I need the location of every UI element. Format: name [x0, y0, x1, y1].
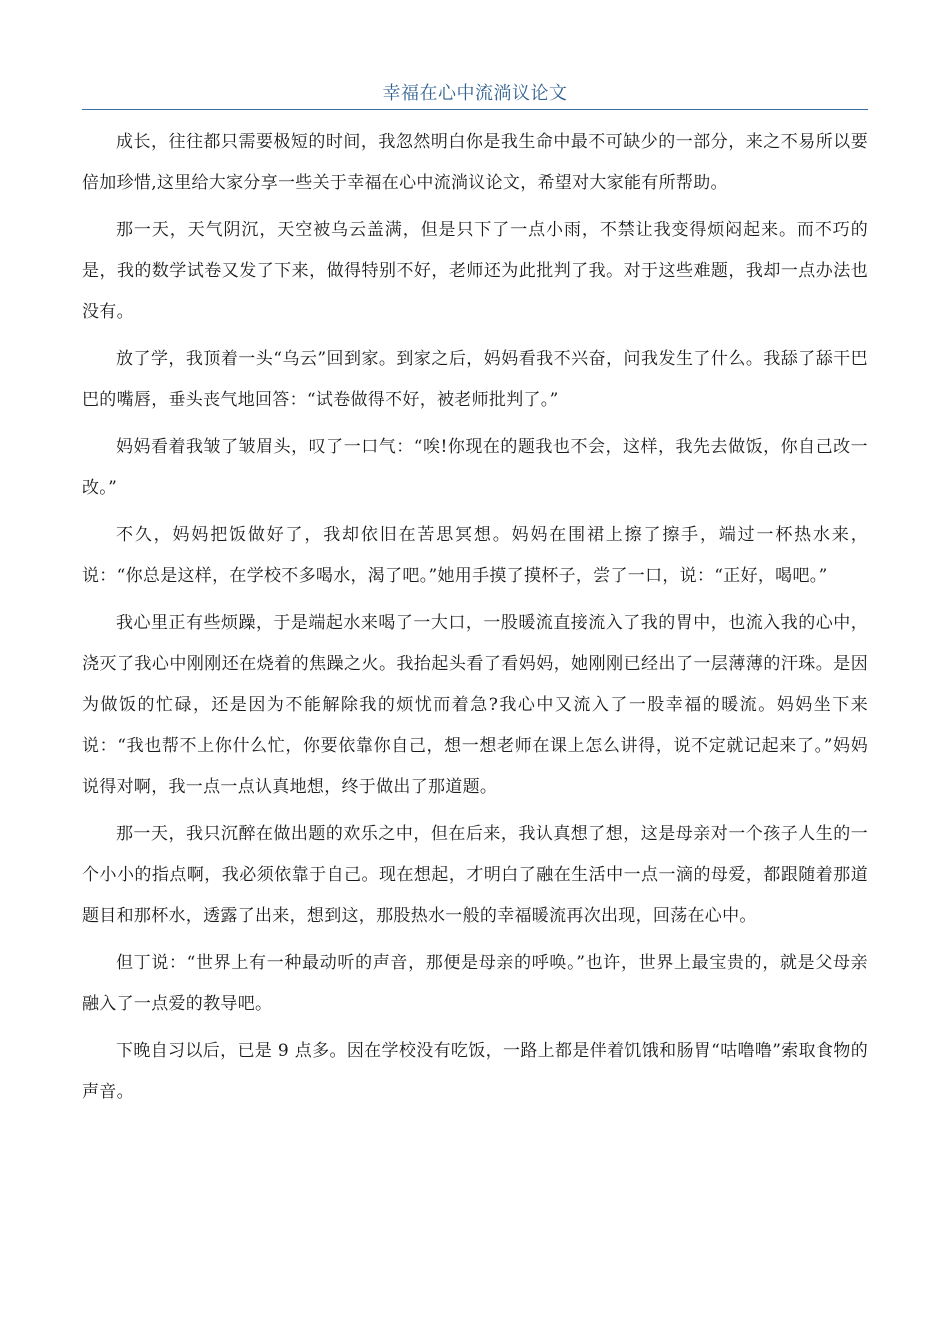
paragraph-2: 那一天，天气阴沉，天空被乌云盖满，但是只下了一点小雨，不禁让我变得烦闷起来。而不巧的是，我的数学试卷又发了下来，做得特别不好，老师还为此批判了我。对于这些难题，我却一点办法也没有。	[82, 220, 868, 322]
header-divider	[82, 109, 868, 110]
paragraph-4: 妈妈看着我皱了皱眉头，叹了一口气：“唉!你现在的题我也不会，这样，我先去做饭，你自己改一改。”	[82, 437, 868, 498]
paragraph-6: 我心里正有些烦躁，于是端起水来喝了一大口，一股暖流直接流入了我的胃中，也流入我的心中，浇灭了我心中刚刚还在烧着的焦躁之火。我抬起头看了看妈妈，她刚刚已经出了一层薄薄的汗珠。是因为做饭的忙碌，还是因为不能解除我的烦忧而着急?我心中又流入了一股幸福的暖流。妈妈坐下来说：“我也帮不上你什么忙，你要依靠你自己，想一想老师在课上怎么讲得，说不定就记起来了。”妈妈说得对啊，我一点一点认真地想，终于做出了那道题。	[82, 613, 868, 797]
paragraph-3: 放了学，我顶着一头“乌云”回到家。到家之后，妈妈看我不兴奋，问我发生了什么。我舔了舔干巴巴的嘴唇，垂头丧气地回答：“试卷做得不好，被老师批判了。”	[82, 349, 868, 410]
paragraph-9: 下晚自习以后，已是 9 点多。因在学校没有吃饭，一路上都是伴着饥饿和肠胃“咕噜噜”索取食物的声音。	[82, 1041, 868, 1102]
paragraph-5: 不久，妈妈把饭做好了，我却依旧在苦思冥想。妈妈在围裙上擦了擦手，端过一杯热水来，说：“你总是这样，在学校不多喝水，渴了吧。”她用手摸了摸杯子，尝了一口，说：“正好，喝吧。”	[82, 525, 868, 586]
paragraph-8: 但丁说：“世界上有一种最动听的声音，那便是母亲的呼唤。”也许，世界上最宝贵的，就是父母亲融入了一点爱的教导吧。	[82, 953, 868, 1014]
document-body	[82, 122, 868, 1119]
paragraph-1: 成长，往往都只需要极短的时间，我忽然明白你是我生命中最不可缺少的一部分，来之不易所以要倍加珍惜,这里给大家分享一些关于幸福在心中流淌议论文，希望对大家能有所帮助。	[82, 132, 868, 193]
page-title: 幸福在心中流淌议论文	[382, 83, 568, 104]
page-header	[82, 82, 868, 110]
paragraph-7: 那一天，我只沉醉在做出题的欢乐之中，但在后来，我认真想了想，这是母亲对一个孩子人生的一个小小的指点啊，我必须依靠于自己。现在想起，才明白了融在生活中一点一滴的母爱，都跟随着那道题目和那杯水，透露了出来，想到这，那股热水一般的幸福暖流再次出现，回荡在心中。	[82, 824, 868, 926]
